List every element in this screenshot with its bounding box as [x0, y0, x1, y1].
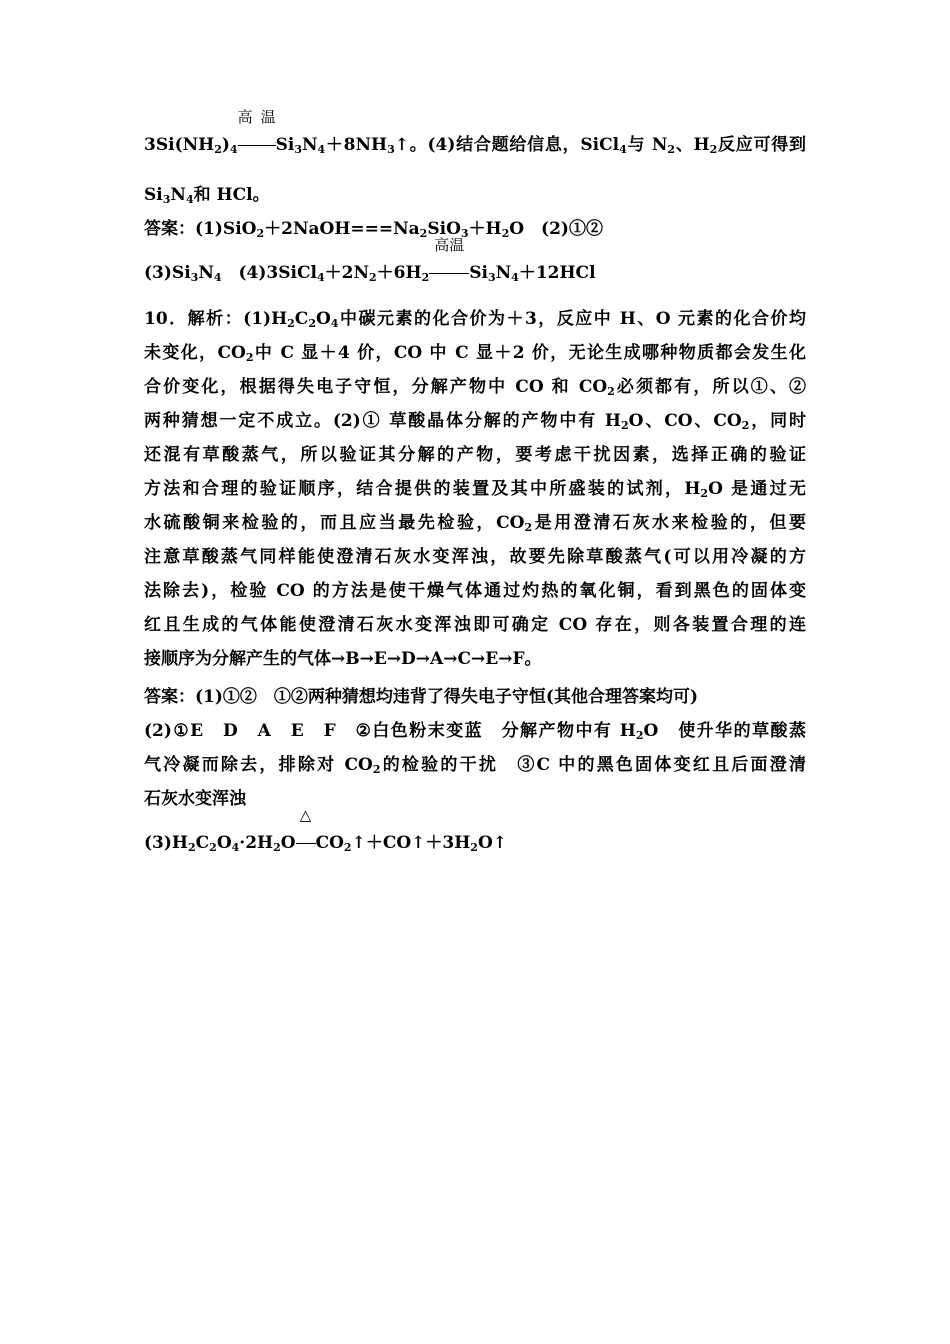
answer-10	[144, 680, 806, 816]
solution-9-continuation	[144, 108, 806, 162]
text-line: 法除去)，检验 CO 的方法是使干燥气体通过灼热的氧化铜，看到黑色的固体变	[144, 581, 806, 601]
text-line: 答案：(1)①② ①②两种猜想均违背了得失电子守恒(其他合理答案均可)	[144, 687, 699, 707]
answer-10-equation	[144, 806, 806, 860]
solution-10	[144, 302, 806, 676]
text-line: 还混有草酸蒸气，所以验证其分解的产物，要考虑干扰因素，选择正确的验证	[144, 445, 806, 465]
text-line: 合价变化，根据得失电子守恒，分解产物中 CO 和 $CO_2$必须都有，所以①、②	[144, 377, 806, 398]
text-line: (2)①E D A E F ②白色粉末变蓝 分解产物中有 $H_2O$ 使升华的草酸蒸	[144, 721, 807, 742]
text-line: 水硫酸铜来检验的，而且应当最先检验，$CO_2$是用澄清石灰水来检验的，但要	[144, 513, 806, 534]
text-line: 气冷凝而除去，排除对 $CO_2$的检验的干扰 ③C 中的黑色固体变红且后面澄清	[144, 755, 806, 776]
solution-9-continuation-2	[144, 178, 806, 212]
text-line: $(3)H_2C_2O_4\cdot 2H_2O$ △ $CO_2↑+CO↑+3H_2O↑$	[144, 826, 806, 860]
reaction-condition-arrow: 高温	[238, 128, 276, 162]
text-line: 红且生成的气体能使澄清石灰水变浑浊即可确定 CO 存在，则各装置合理的连	[144, 615, 806, 635]
answer-9	[144, 212, 806, 246]
text-line: 未变化，$CO_2$中 C 显＋4 价，CO 中 C 显＋2 价，无论生成哪种物质都会发生化	[144, 343, 806, 364]
text-line: 注意草酸蒸气同样能使澄清石灰水变浑浊，故要先除草酸蒸气(可以用冷凝的方	[144, 547, 806, 567]
text-line: $3Si(NH_2)_4$ 高温 $Si_3N_4+8NH_3↑$。(4)结合题给信息，SiCl$_4$与 $N_2$、$H_2$反应可得到	[144, 128, 806, 162]
text-line: $Si_3N_4$和 HCl。	[144, 185, 270, 206]
text-line: 两种猜想一定不成立。(2)① 草酸晶体分解的产物中有 $H_2O$、CO、$CO_2$，同时	[144, 411, 806, 432]
reaction-condition-arrow: 高温	[429, 256, 469, 290]
text-line: 石灰水变浑浊	[144, 789, 246, 809]
text-line: 答案：$(1)SiO_2+2NaOH===Na_2SiO_3+H_2O$ (2)①②	[144, 219, 603, 240]
text-line: 10．解析：$(1)H_2C_2O_4$中碳元素的化合价为＋3，反应中 H、O 元素的化合价均	[144, 309, 806, 330]
answer-9-line-2	[144, 236, 806, 290]
text-line: $(3)Si_3N_4$ $(4)3SiCl_4+2N_2+6H_2$ 高温 $Si_3N_4+12HCl$	[144, 256, 806, 290]
heating-condition-arrow: △	[296, 826, 316, 860]
text-line: 方法和合理的验证顺序，结合提供的装置及其中所盛装的试剂，$H_2O$ 是通过无	[144, 479, 806, 500]
text-line: 接顺序为分解产生的气体→B→E→D→A→C→E→F。	[144, 649, 542, 669]
